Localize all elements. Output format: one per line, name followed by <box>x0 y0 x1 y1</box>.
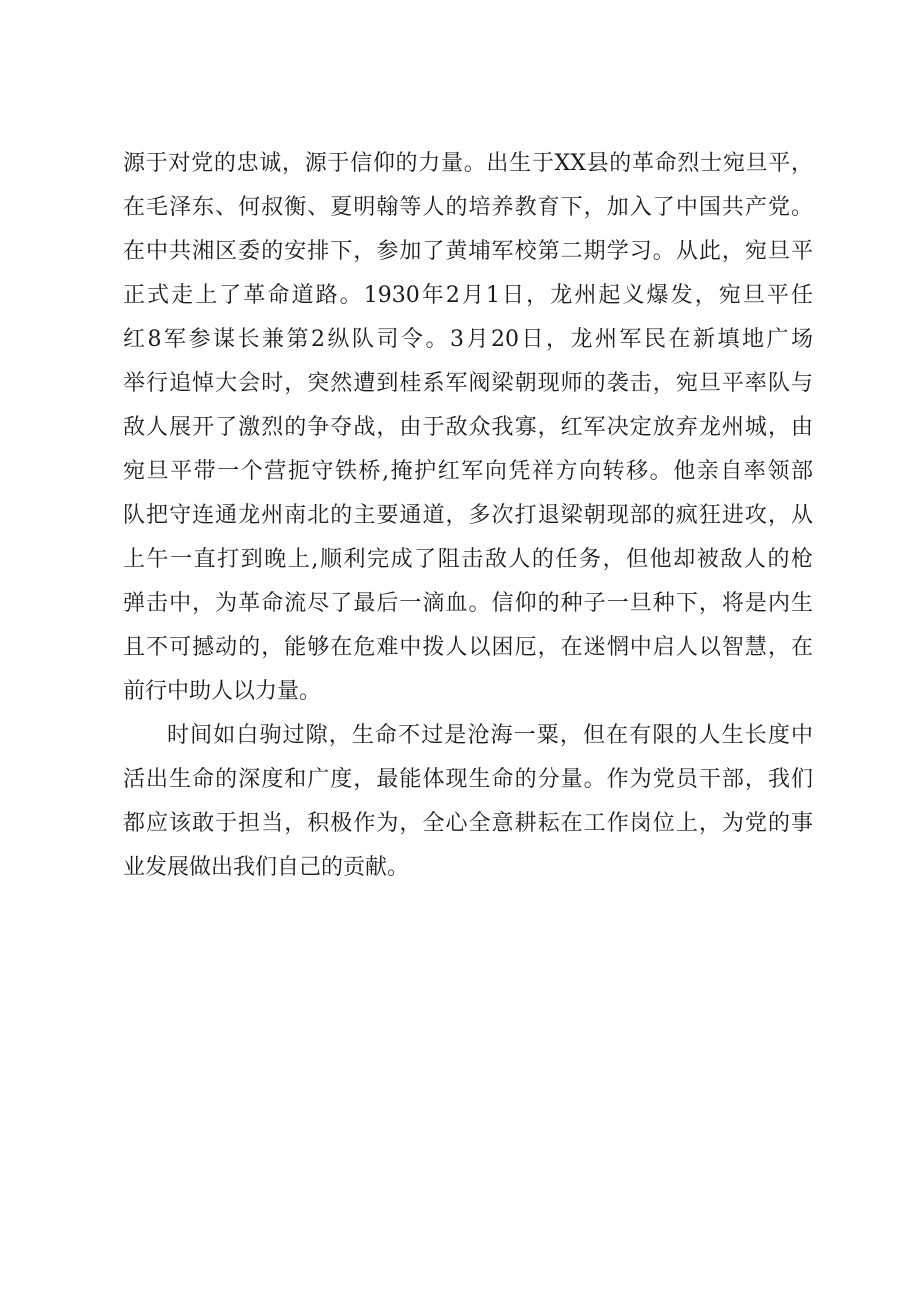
text-line: 在毛泽东、何叔衡、夏明翰等人的培养教育下，加入了中国共产党。 <box>123 195 813 220</box>
text-line: 正式走上了革命道路。1930年2月1日，龙州起义爆发，宛旦平任 <box>123 283 813 308</box>
paragraph-2 <box>123 714 813 890</box>
text-line: 时间如白驹过隙，生命不过是沧海一粟，但在有限的人生长度中 <box>167 723 813 748</box>
body-text <box>123 142 813 890</box>
text-line: 上午一直打到晚上,顺利完成了阻击敌人的任务，但他却被敌人的枪 <box>123 547 813 572</box>
text-line: 弹击中，为革命流尽了最后一滴血。信仰的种子一旦种下，将是内生 <box>123 591 813 616</box>
text-line: 活出生命的深度和广度，最能体现生命的分量。作为党员干部，我们 <box>123 767 813 792</box>
text-line: 队把守连通龙州南北的主要通道，多次打退梁朝现部的疯狂进攻，从 <box>123 503 813 528</box>
text-line: 前行中助人以力量。 <box>123 679 322 704</box>
paragraph-1 <box>123 142 813 714</box>
text-line: 红8军参谋长兼第2纵队司令。3月20日，龙州军民在新填地广场 <box>123 327 813 352</box>
text-line: 举行追悼大会时，突然遭到桂系军阀梁朝现师的袭击，宛旦平率队与 <box>123 371 813 396</box>
text-line: 源于对党的忠诚，源于信仰的力量。出生于XX县的革命烈士宛旦平， <box>123 151 813 176</box>
text-line: 都应该敢于担当，积极作为，全心全意耕耘在工作岗位上，为党的事 <box>123 811 813 836</box>
text-line: 业发展做出我们自己的贡献。 <box>123 855 410 880</box>
text-line: 宛旦平带一个营扼守铁桥,掩护红军向凭祥方向转移。他亲自率领部 <box>123 459 813 484</box>
text-line: 且不可撼动的，能够在危难中拨人以困厄，在迷惘中启人以智慧，在 <box>123 635 813 660</box>
text-line: 在中共湘区委的安排下，参加了黄埔军校第二期学习。从此，宛旦平 <box>123 239 813 264</box>
text-line: 敌人展开了激烈的争夺战，由于敌众我寡，红军决定放弃龙州城，由 <box>123 415 813 440</box>
